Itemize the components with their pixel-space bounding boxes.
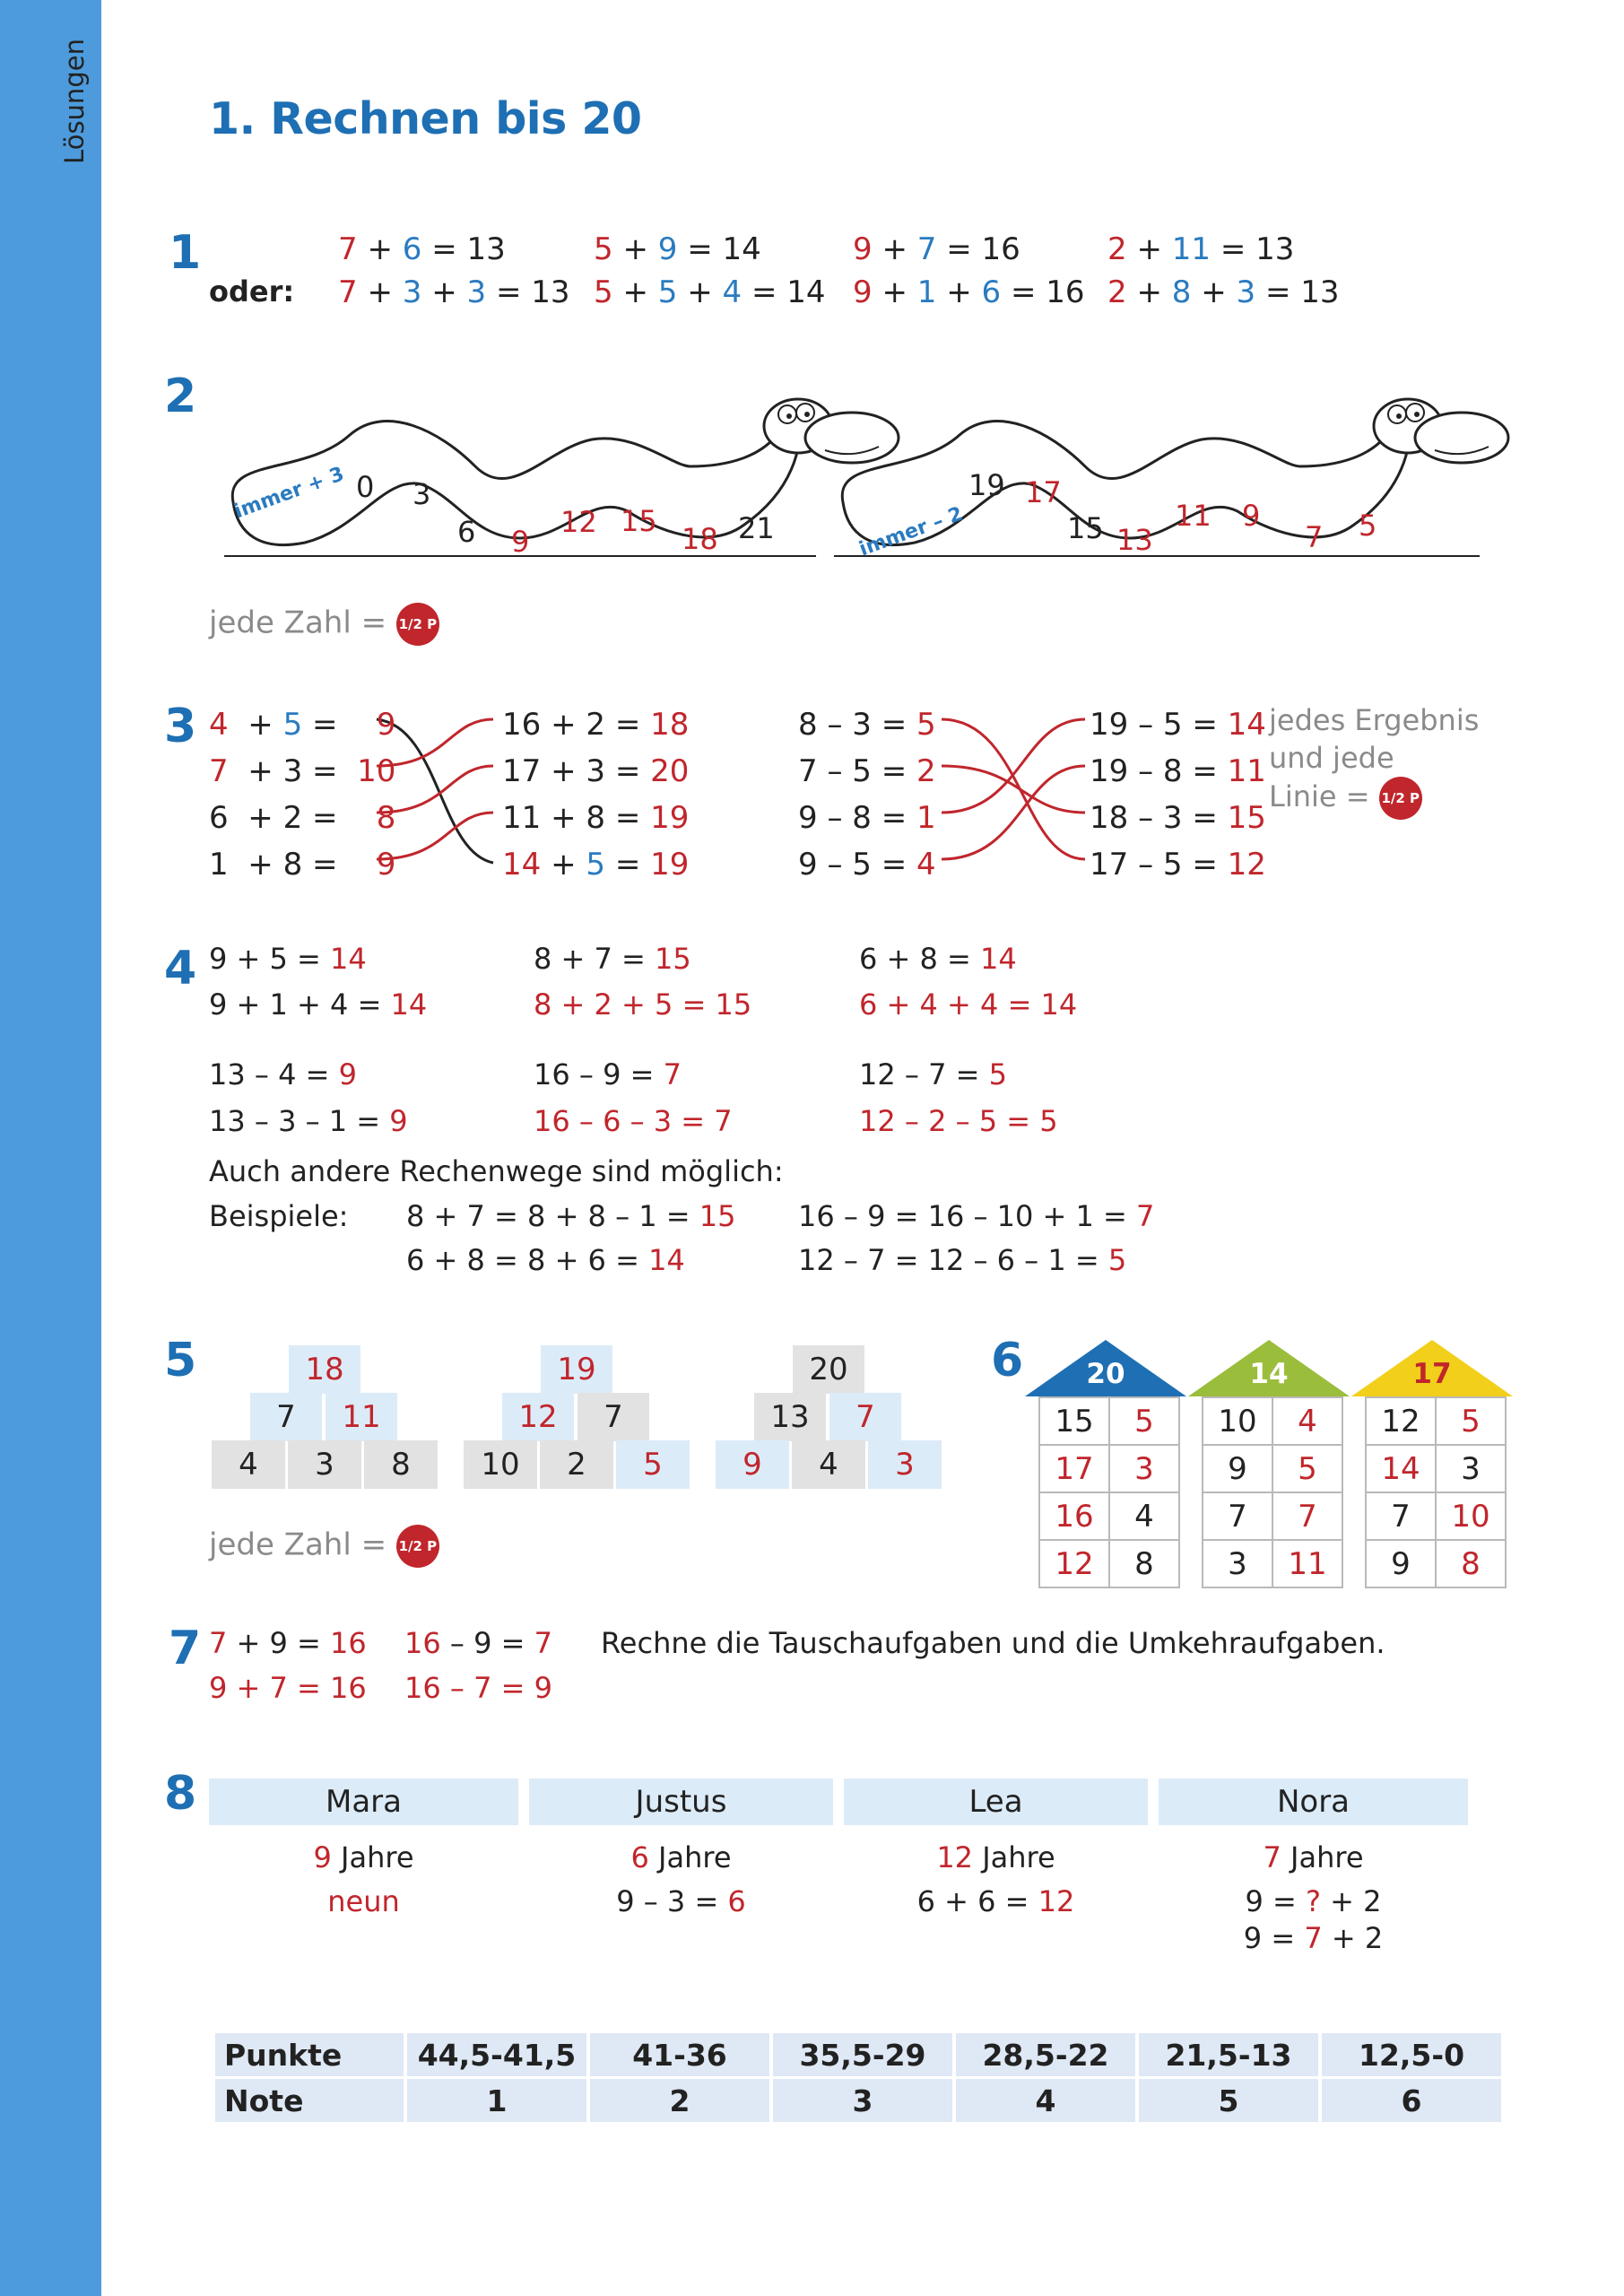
worm2-n1: 17 xyxy=(1025,475,1062,509)
section-number-8: 8 xyxy=(164,1767,197,1821)
s4-eq-5b: 16 – 6 – 3 = 7 xyxy=(534,1104,733,1138)
section-number-3: 3 xyxy=(164,700,197,753)
s4-eq-2a: 8 + 7 = 15 xyxy=(534,942,691,976)
s2-note: jede Zahl = 1/2 P xyxy=(209,603,439,646)
s4-eq-6b: 12 – 2 – 5 = 5 xyxy=(859,1104,1058,1138)
s1-eq-3b: 9 + 1 + 6 = 16 xyxy=(853,274,1085,310)
pyr2-top: 19 xyxy=(541,1345,612,1394)
s4-eq-2b: 8 + 2 + 5 = 15 xyxy=(534,987,752,1022)
worm2-n7: 5 xyxy=(1359,509,1377,543)
s4-ex-3: 16 – 9 = 16 – 10 + 1 = 7 xyxy=(798,1199,1155,1233)
worm1-n0: 0 xyxy=(356,470,375,504)
worm2-n4: 11 xyxy=(1175,499,1211,533)
pyr2-bot-0: 10 xyxy=(464,1440,537,1489)
s1-eq-2a: 5 + 9 = 14 xyxy=(594,231,761,267)
s4-eq-3a: 6 + 8 = 14 xyxy=(859,942,1017,976)
worm2-n2: 15 xyxy=(1067,511,1104,545)
section-number-6: 6 xyxy=(991,1334,1024,1387)
s1-eq-4a: 2 + 11 = 13 xyxy=(1107,231,1295,267)
worm2-n5: 9 xyxy=(1242,499,1261,533)
pyr3-top: 20 xyxy=(793,1345,864,1394)
name-lea: Lea xyxy=(844,1779,1148,1825)
pyr1-bot-2: 8 xyxy=(364,1440,438,1489)
s4-ex-2: 6 + 8 = 8 + 6 = 14 xyxy=(406,1243,685,1277)
grade-table: Punkte 44,5-41,5 41-36 35,5-29 28,5-22 21,5-13 12,5-0 Note 1 2 3 4 5 6 xyxy=(212,2031,1505,2125)
s7-eq-1: 7 + 9 = 16 xyxy=(209,1626,367,1660)
s7-eq-4: 16 – 7 = 9 xyxy=(404,1671,552,1705)
pyr3-mid-0: 13 xyxy=(754,1393,826,1441)
worm1-n2: 6 xyxy=(457,515,476,549)
half-point-badge: 1/2 P xyxy=(396,603,439,646)
s4-eq-6a: 12 – 7 = 5 xyxy=(859,1057,1007,1091)
s4-note: Auch andere Rechenwege sind möglich: xyxy=(209,1154,784,1188)
s4-eq-4b: 13 – 3 – 1 = 9 xyxy=(209,1104,408,1138)
justus-calc: 9 – 3 = 6 xyxy=(616,1884,746,1918)
s3-right-b: 19 – 5 = 14 19 – 8 = 11 18 – 3 = 15 17 – 5 = 12 xyxy=(1090,707,1266,883)
s7-eq-2: 9 + 7 = 16 xyxy=(209,1671,367,1705)
pyr1-mid-1: 11 xyxy=(326,1393,397,1441)
grade-head-note: Note xyxy=(215,2079,404,2122)
house1-roof-number: 20 xyxy=(1086,1358,1125,1390)
sidebar-strip xyxy=(0,0,101,2296)
nora-calc-1: 9 = ? + 2 xyxy=(1245,1884,1382,1918)
pyr2-mid-1: 7 xyxy=(578,1393,649,1441)
pyr2-mid-0: 12 xyxy=(502,1393,574,1441)
house1-table: 15 5 17 3 16 4 12 8 xyxy=(1038,1396,1180,1588)
worm2-n6: 7 xyxy=(1305,520,1324,554)
section-number-5: 5 xyxy=(164,1334,197,1387)
section-number-4: 4 xyxy=(164,942,197,996)
s7-eq-3: 16 – 9 = 7 xyxy=(404,1626,552,1660)
house2-table: 10 4 9 5 7 7 3 11 xyxy=(1202,1396,1343,1588)
worm1-n4: 12 xyxy=(560,505,597,539)
worm1-n7: 21 xyxy=(738,511,775,545)
s1-eq-3a: 9 + 7 = 16 xyxy=(853,231,1020,267)
pyr1-bot-1: 3 xyxy=(288,1440,361,1489)
oder-label: oder: xyxy=(209,274,295,309)
section-number-2: 2 xyxy=(164,370,197,423)
nora-age: 7 Jahre xyxy=(1263,1840,1364,1874)
pyr2-bot-1: 2 xyxy=(540,1440,613,1489)
name-mara: Mara xyxy=(209,1779,518,1825)
name-justus: Justus xyxy=(529,1779,833,1825)
sidebar-label: Lösungen xyxy=(59,39,90,164)
worm1-n6: 18 xyxy=(682,522,718,556)
pyr1-mid-0: 7 xyxy=(250,1393,322,1441)
s1-eq-2b: 5 + 5 + 4 = 14 xyxy=(594,274,826,310)
name-nora: Nora xyxy=(1159,1779,1468,1825)
s4-beispiele: Beispiele: xyxy=(209,1199,349,1233)
nora-calc-2: 9 = 7 + 2 xyxy=(1243,1921,1384,1955)
s3-left-b: 16 + 2 = 18 17 + 3 = 20 11 + 8 = 19 14 + 5 = 19 xyxy=(502,707,690,883)
section-number-1: 1 xyxy=(169,226,202,280)
pyr3-mid-1: 7 xyxy=(829,1393,901,1441)
worm1-n1: 3 xyxy=(413,477,431,511)
mara-word: neun xyxy=(327,1884,400,1918)
s3-note: jedes Ergebnis und jede Linie = 1/2 P xyxy=(1269,701,1479,820)
s3-right-a: 8 – 3 = 5 7 – 5 = 2 9 – 8 = 1 9 – 5 = 4 xyxy=(798,707,936,883)
pyr2-bot-2: 5 xyxy=(616,1440,690,1489)
lea-calc: 6 + 6 = 12 xyxy=(916,1884,1075,1918)
worm1-n5: 15 xyxy=(621,504,657,538)
worm1-n3: 9 xyxy=(511,525,530,559)
page-title: 1. Rechnen bis 20 xyxy=(209,93,642,144)
worm2-n3: 13 xyxy=(1116,523,1153,557)
s4-ex-1: 8 + 7 = 8 + 8 – 1 = 15 xyxy=(406,1199,736,1233)
section-number-7: 7 xyxy=(169,1622,202,1675)
worm2-n0: 19 xyxy=(968,468,1005,502)
house3-roof-number: 17 xyxy=(1412,1358,1452,1390)
s4-ex-4: 12 – 7 = 12 – 6 – 1 = 5 xyxy=(798,1243,1127,1277)
house3-table: 12 5 14 3 7 10 9 8 xyxy=(1365,1396,1507,1588)
s1-eq-4b: 2 + 8 + 3 = 13 xyxy=(1107,274,1340,310)
pyr1-top: 18 xyxy=(289,1345,360,1394)
s7-text: Rechne die Tauschaufgaben und die Umkehraufgaben. xyxy=(601,1626,1385,1660)
lea-age: 12 Jahre xyxy=(936,1840,1055,1874)
s4-eq-1a: 9 + 5 = 14 xyxy=(209,942,367,976)
worm1-label: immer + 3 xyxy=(231,463,348,524)
s4-eq-1b: 9 + 1 + 4 = 14 xyxy=(209,987,428,1022)
s3-left-a: 4 + 5 = 9 7 + 3 = 10 6 + 2 = 8 1 + 8 = 9 xyxy=(209,707,396,883)
pyr3-bot-1: 4 xyxy=(792,1440,865,1489)
s1-eq-1b: 7 + 3 + 3 = 13 xyxy=(338,274,570,310)
house2-roof-number: 14 xyxy=(1249,1358,1289,1390)
worm2-label: immer – 2 xyxy=(856,502,967,561)
s5-note: jede Zahl = 1/2 P xyxy=(209,1525,439,1568)
pyr3-bot-2: 3 xyxy=(868,1440,942,1489)
s4-eq-4a: 13 – 4 = 9 xyxy=(209,1057,357,1091)
pyr1-bot-0: 4 xyxy=(212,1440,285,1489)
justus-age: 6 Jahre xyxy=(630,1840,732,1874)
mara-age: 9 Jahre xyxy=(313,1840,414,1874)
pyr3-bot-0: 9 xyxy=(716,1440,789,1489)
s4-eq-3b: 6 + 4 + 4 = 14 xyxy=(859,987,1078,1022)
grade-head-punkte: Punkte xyxy=(215,2033,404,2076)
s4-eq-5a: 16 – 9 = 7 xyxy=(534,1057,682,1091)
s1-eq-1a: 7 + 6 = 13 xyxy=(338,231,506,267)
